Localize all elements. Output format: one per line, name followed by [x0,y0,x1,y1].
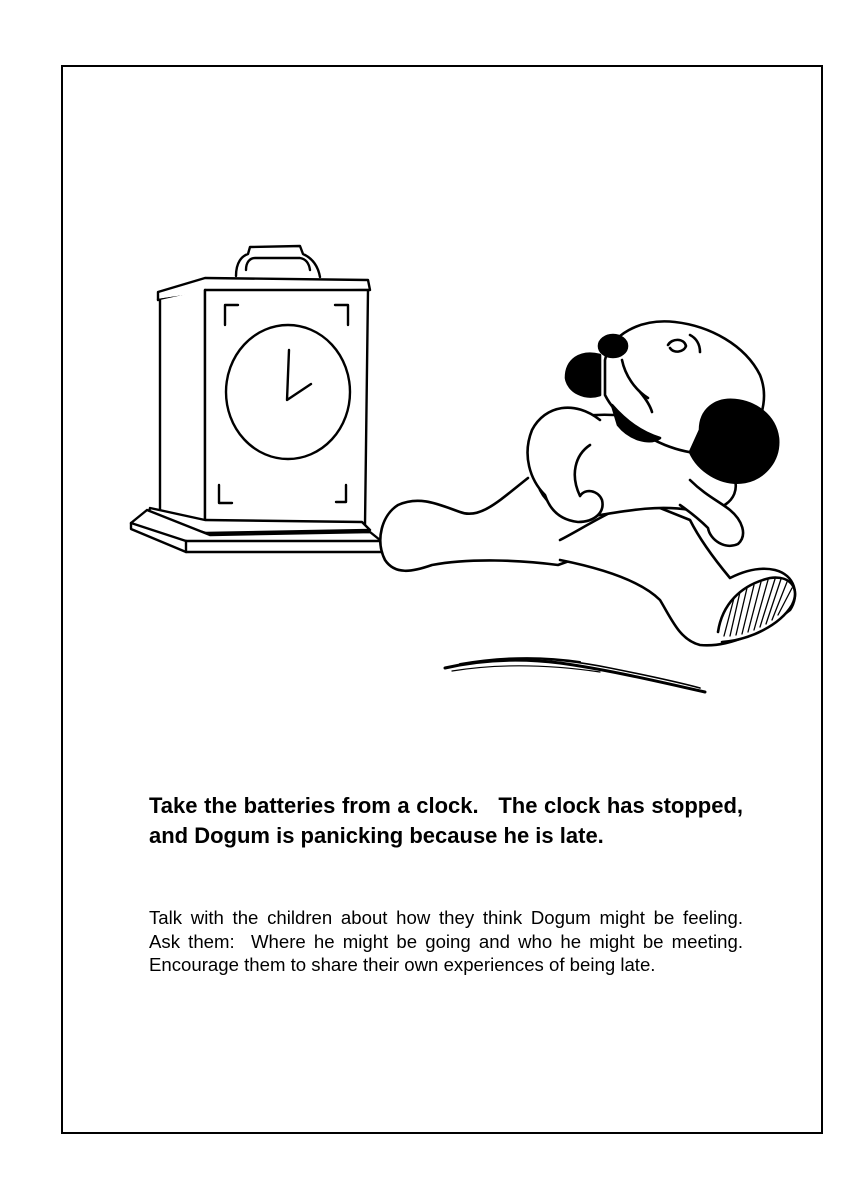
heading: Take the batteries from a clock. The clock has stopped, and Dogum is panicking because he is late. [149,793,750,848]
mantel-clock-icon [131,246,382,552]
running-dog-icon [380,321,795,645]
motion-streak-icon [445,658,705,692]
illustration [120,235,810,705]
body-text: Talk with the children about how they think Dogum might be feeling. Ask them: Where he might be going and who he might be meeting. Encourage them to share their own experiences of being late. [149,907,754,975]
